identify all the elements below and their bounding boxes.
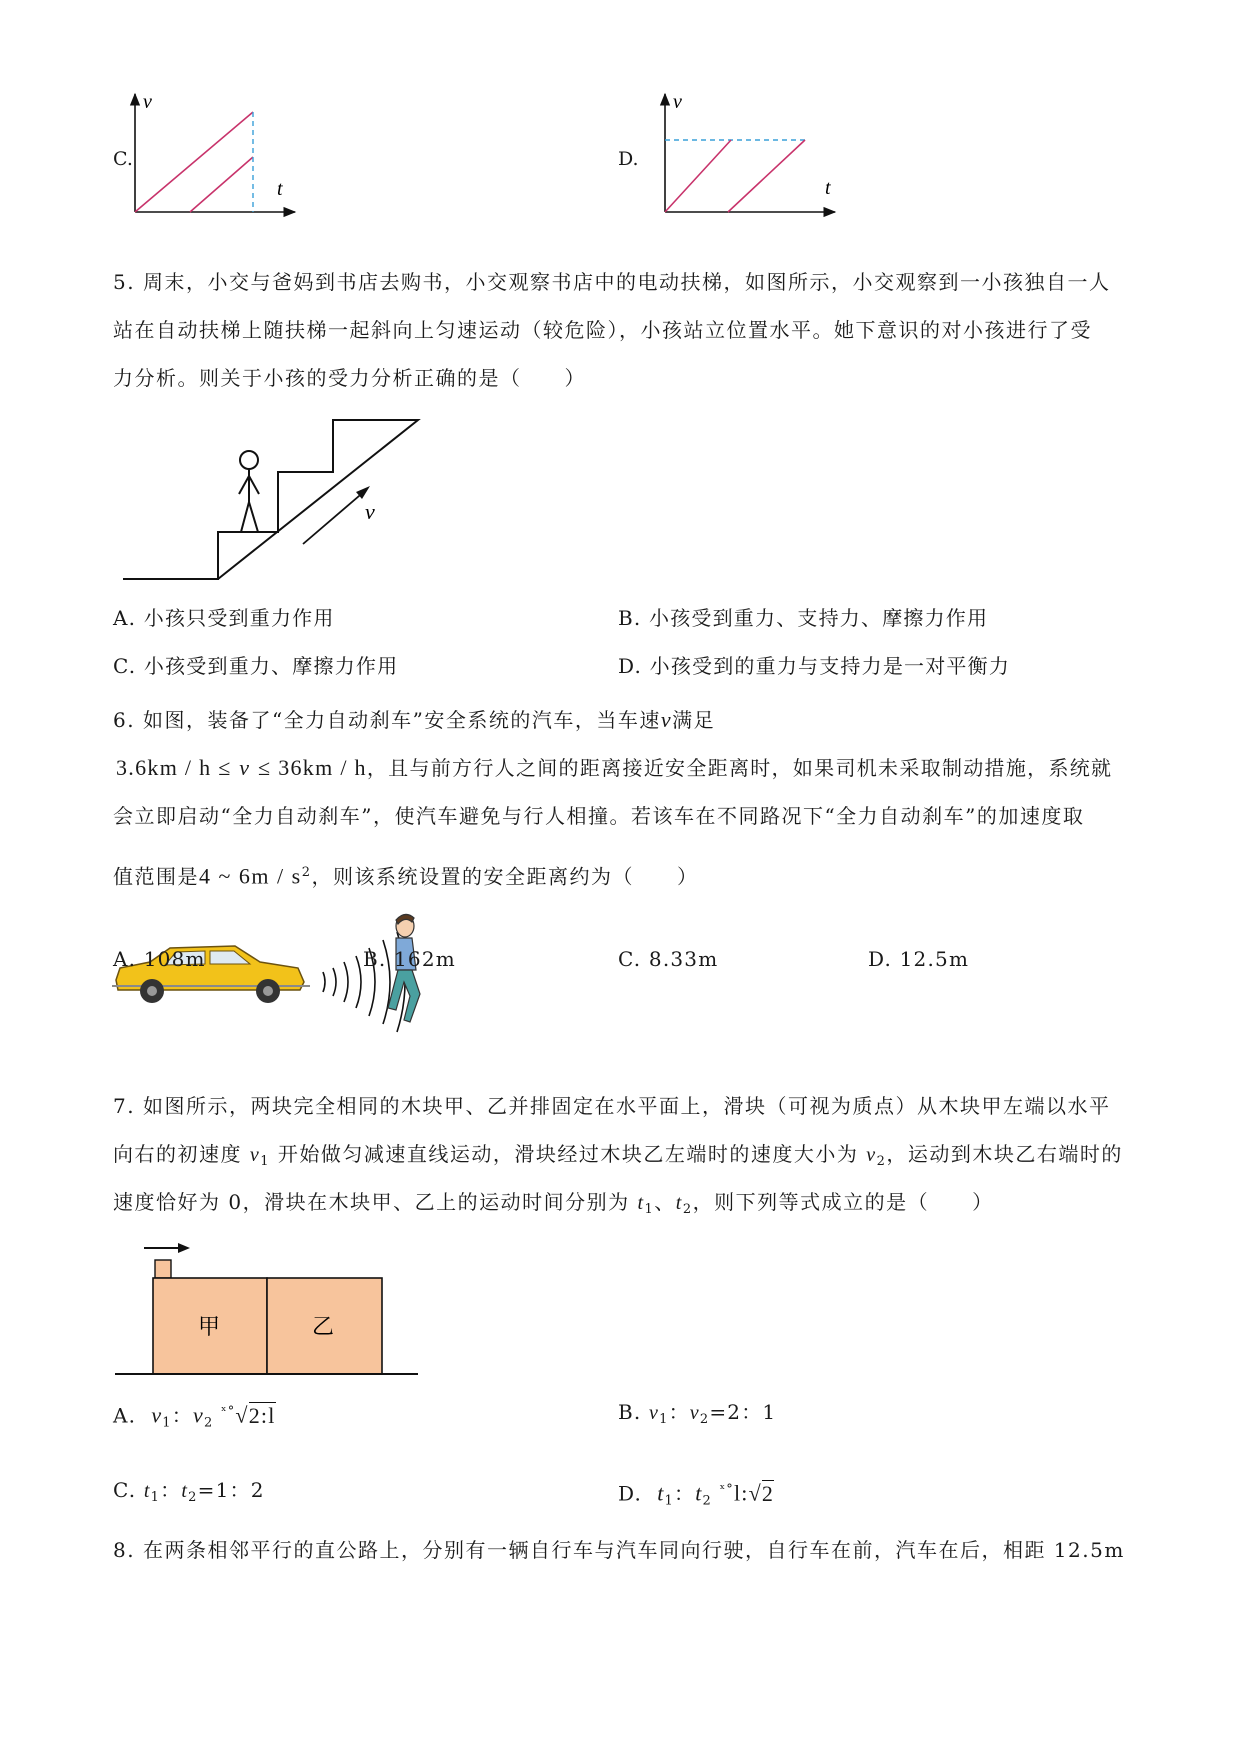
q7-option-d-t1-sub: 1	[664, 1493, 675, 1509]
q7-option-b[interactable]	[618, 1398, 776, 1434]
q5-line-2: 站在自动扶梯上随扶梯一起斜向上匀速运动（较危险），小孩站立位置水平。她下意识的对小孩进行了受	[113, 318, 1092, 342]
q7-option-c-t1-sub: 1	[150, 1490, 161, 1505]
q7-option-c-t2: t	[181, 1480, 189, 1502]
graph-c-line-2	[190, 157, 253, 212]
q7-v1-sub: 1	[260, 1154, 271, 1169]
graph-d-line-2	[728, 140, 805, 212]
q7-option-c-prefix: C.	[113, 1478, 144, 1502]
q6-line-1-text: 6. 如图，装备了“全力自动刹车”安全系统的汽车，当车速	[113, 708, 661, 732]
q7-line-2-c: ，运动到木块乙右端时的	[886, 1142, 1123, 1166]
q6-option-c[interactable]: C. 8.33m	[618, 947, 719, 971]
velocity-label: v	[365, 499, 375, 524]
graph-c	[120, 88, 310, 223]
q7-option-d[interactable]	[618, 1476, 774, 1516]
q7-t2: t	[675, 1192, 683, 1214]
q6-line-2	[116, 754, 1112, 782]
q7-option-d-t1: t	[657, 1480, 665, 1506]
q5-option-d[interactable]: D. 小孩受到的重力与支持力是一对平衡力	[618, 654, 1011, 678]
block-jia-label: 甲	[198, 1314, 221, 1339]
q7-option-b-v1-sub: 1	[659, 1412, 669, 1427]
sqrt-icon: √	[235, 1402, 249, 1428]
q7-option-b-v1: v	[649, 1402, 660, 1424]
q6-accel-range: 4 ~ 6m / s	[199, 863, 302, 889]
q6-line-2-rest: ，且与前方行人之间的距离接近安全距离时，如果司机未采取制动措施，系统就	[366, 756, 1113, 780]
graph-d	[645, 88, 850, 223]
q5-option-c[interactable]: C. 小孩受到重力、摩擦力作用	[113, 654, 399, 678]
q6-line-4-post: ，则该系统设置的安全距离约为（ ）	[311, 864, 699, 889]
q7-option-d-rhs: l:	[734, 1480, 749, 1506]
velocity-arrow	[303, 486, 370, 544]
q7-option-a-v2: v	[192, 1402, 204, 1428]
q7-t1: t	[637, 1192, 645, 1214]
q7-option-b-colon: ：	[668, 1400, 690, 1424]
q7-option-b-rhs: =2：1	[709, 1400, 777, 1424]
graph-d-t-label: t	[825, 177, 831, 199]
q6-speed-min: 3.6km / h ≤	[116, 755, 232, 780]
sqrt-radicand: 2	[761, 1480, 775, 1506]
q7-option-d-t2-sub: 2	[702, 1493, 713, 1509]
q8-line-1: 8. 在两条相邻平行的直公路上，分别有一辆自行车与汽车同向行驶，自行车在前，汽车在后，相距 12.5m	[113, 1538, 1125, 1562]
child-figure	[239, 451, 259, 532]
q6-option-d[interactable]: D. 12.5m	[868, 947, 970, 971]
q7-option-b-v2: v	[689, 1402, 700, 1424]
q7-v2: v	[866, 1144, 877, 1166]
graph-d-label: D.	[618, 148, 639, 170]
q7-option-d-prefix: D.	[618, 1481, 643, 1506]
graph-c-line-1	[135, 112, 253, 212]
q7-line-2	[113, 1140, 1123, 1176]
q5-line-3: 力分析。则关于小孩的受力分析正确的是（ ）	[113, 366, 586, 390]
q7-t2-sub: 2	[682, 1202, 693, 1217]
q7-option-a-v1-sub: 1	[162, 1415, 172, 1431]
q7-line-3-a: 速度恰好为 0，滑块在木块甲、乙上的运动时间分别为	[113, 1190, 630, 1214]
q6-line-4-pre: 值范围是	[113, 864, 199, 889]
q7-option-a-colon: ：	[171, 1403, 193, 1428]
sqrt-icon: √	[748, 1480, 762, 1506]
q5-option-a[interactable]: A. 小孩只受到重力作用	[113, 606, 335, 630]
q7-option-d-colon: ：	[674, 1481, 696, 1506]
blocks-figure	[110, 1236, 430, 1381]
q6-speed-max: ≤ 36km / h	[258, 755, 367, 780]
q7-option-d-glyph: ˣ°	[719, 1482, 734, 1497]
q7-option-c-t2-sub: 2	[188, 1490, 198, 1505]
q7-line-3-c: ，则下列等式成立的是（ ）	[692, 1190, 994, 1214]
q7-option-a-rhs: 2:l	[248, 1402, 276, 1428]
q7-v2-sub: 2	[876, 1154, 887, 1169]
q7-option-a-v2-sub: 2	[203, 1415, 214, 1431]
q6-speed-var: v	[239, 755, 251, 780]
q6-line-1	[113, 706, 715, 734]
q7-line-2-b: 开始做匀减速直线运动，滑块经过木块乙左端时的速度大小为	[277, 1142, 859, 1166]
q7-line-3	[113, 1188, 994, 1224]
escalator-figure	[118, 412, 428, 587]
graph-c-t-label: t	[277, 178, 283, 200]
q7-v1: v	[249, 1144, 261, 1166]
q7-t1-sub: 1	[644, 1202, 655, 1217]
q7-option-a-glyph: ˣ°	[221, 1404, 236, 1419]
graph-d-line-1	[665, 140, 731, 212]
q7-line-1: 7. 如图所示，两块完全相同的木块甲、乙并排固定在水平面上，滑块（可视为质点）从木块甲左端以水平	[113, 1094, 1111, 1118]
slider-block	[155, 1260, 171, 1278]
q6-line-1-var: v	[660, 707, 673, 732]
graph-d-v-label: v	[673, 91, 682, 113]
q7-option-a-prefix: A.	[113, 1403, 137, 1428]
q6-line-1-end: 满足	[672, 708, 716, 732]
q7-option-c-rhs: =1：2	[197, 1478, 265, 1502]
q6-line-3: 会立即启动“全力自动刹车”，使汽车避免与行人相撞。若该车在不同路况下“全力自动刹车”的加速度取	[113, 804, 1085, 828]
q5-line-1: 5. 周末，小交与爸妈到书店去购书，小交观察书店中的电动扶梯，如图所示，小交观察到一小孩独自一人	[113, 270, 1111, 294]
block-yi-label: 乙	[312, 1314, 335, 1339]
graph-c-v-label: v	[143, 91, 152, 113]
q7-line-2-a: 向右的初速度	[113, 1142, 242, 1166]
slider-arrow	[144, 1243, 190, 1253]
q7-option-c[interactable]	[113, 1476, 265, 1512]
q7-option-a-v1: v	[151, 1402, 163, 1428]
q6-option-b[interactable]: B. 162m	[363, 947, 456, 971]
q7-option-b-prefix: B.	[618, 1400, 650, 1424]
q5-option-b[interactable]: B. 小孩受到重力、支持力、摩擦力作用	[618, 606, 989, 630]
q7-option-c-colon: ：	[160, 1478, 182, 1502]
q7-option-c-t1: t	[143, 1480, 151, 1502]
q7-option-d-t2: t	[695, 1480, 703, 1506]
q7-line-3-b: 、	[654, 1190, 676, 1214]
q6-accel-exp: 2	[301, 865, 312, 880]
q7-option-b-v2-sub: 2	[699, 1412, 710, 1427]
q7-option-a[interactable]	[113, 1398, 276, 1438]
graph-c-label: C.	[113, 148, 133, 170]
q6-option-a[interactable]: A. 108m	[113, 947, 206, 971]
car-pedestrian-figure	[110, 910, 490, 1040]
q6-line-4	[113, 859, 698, 891]
